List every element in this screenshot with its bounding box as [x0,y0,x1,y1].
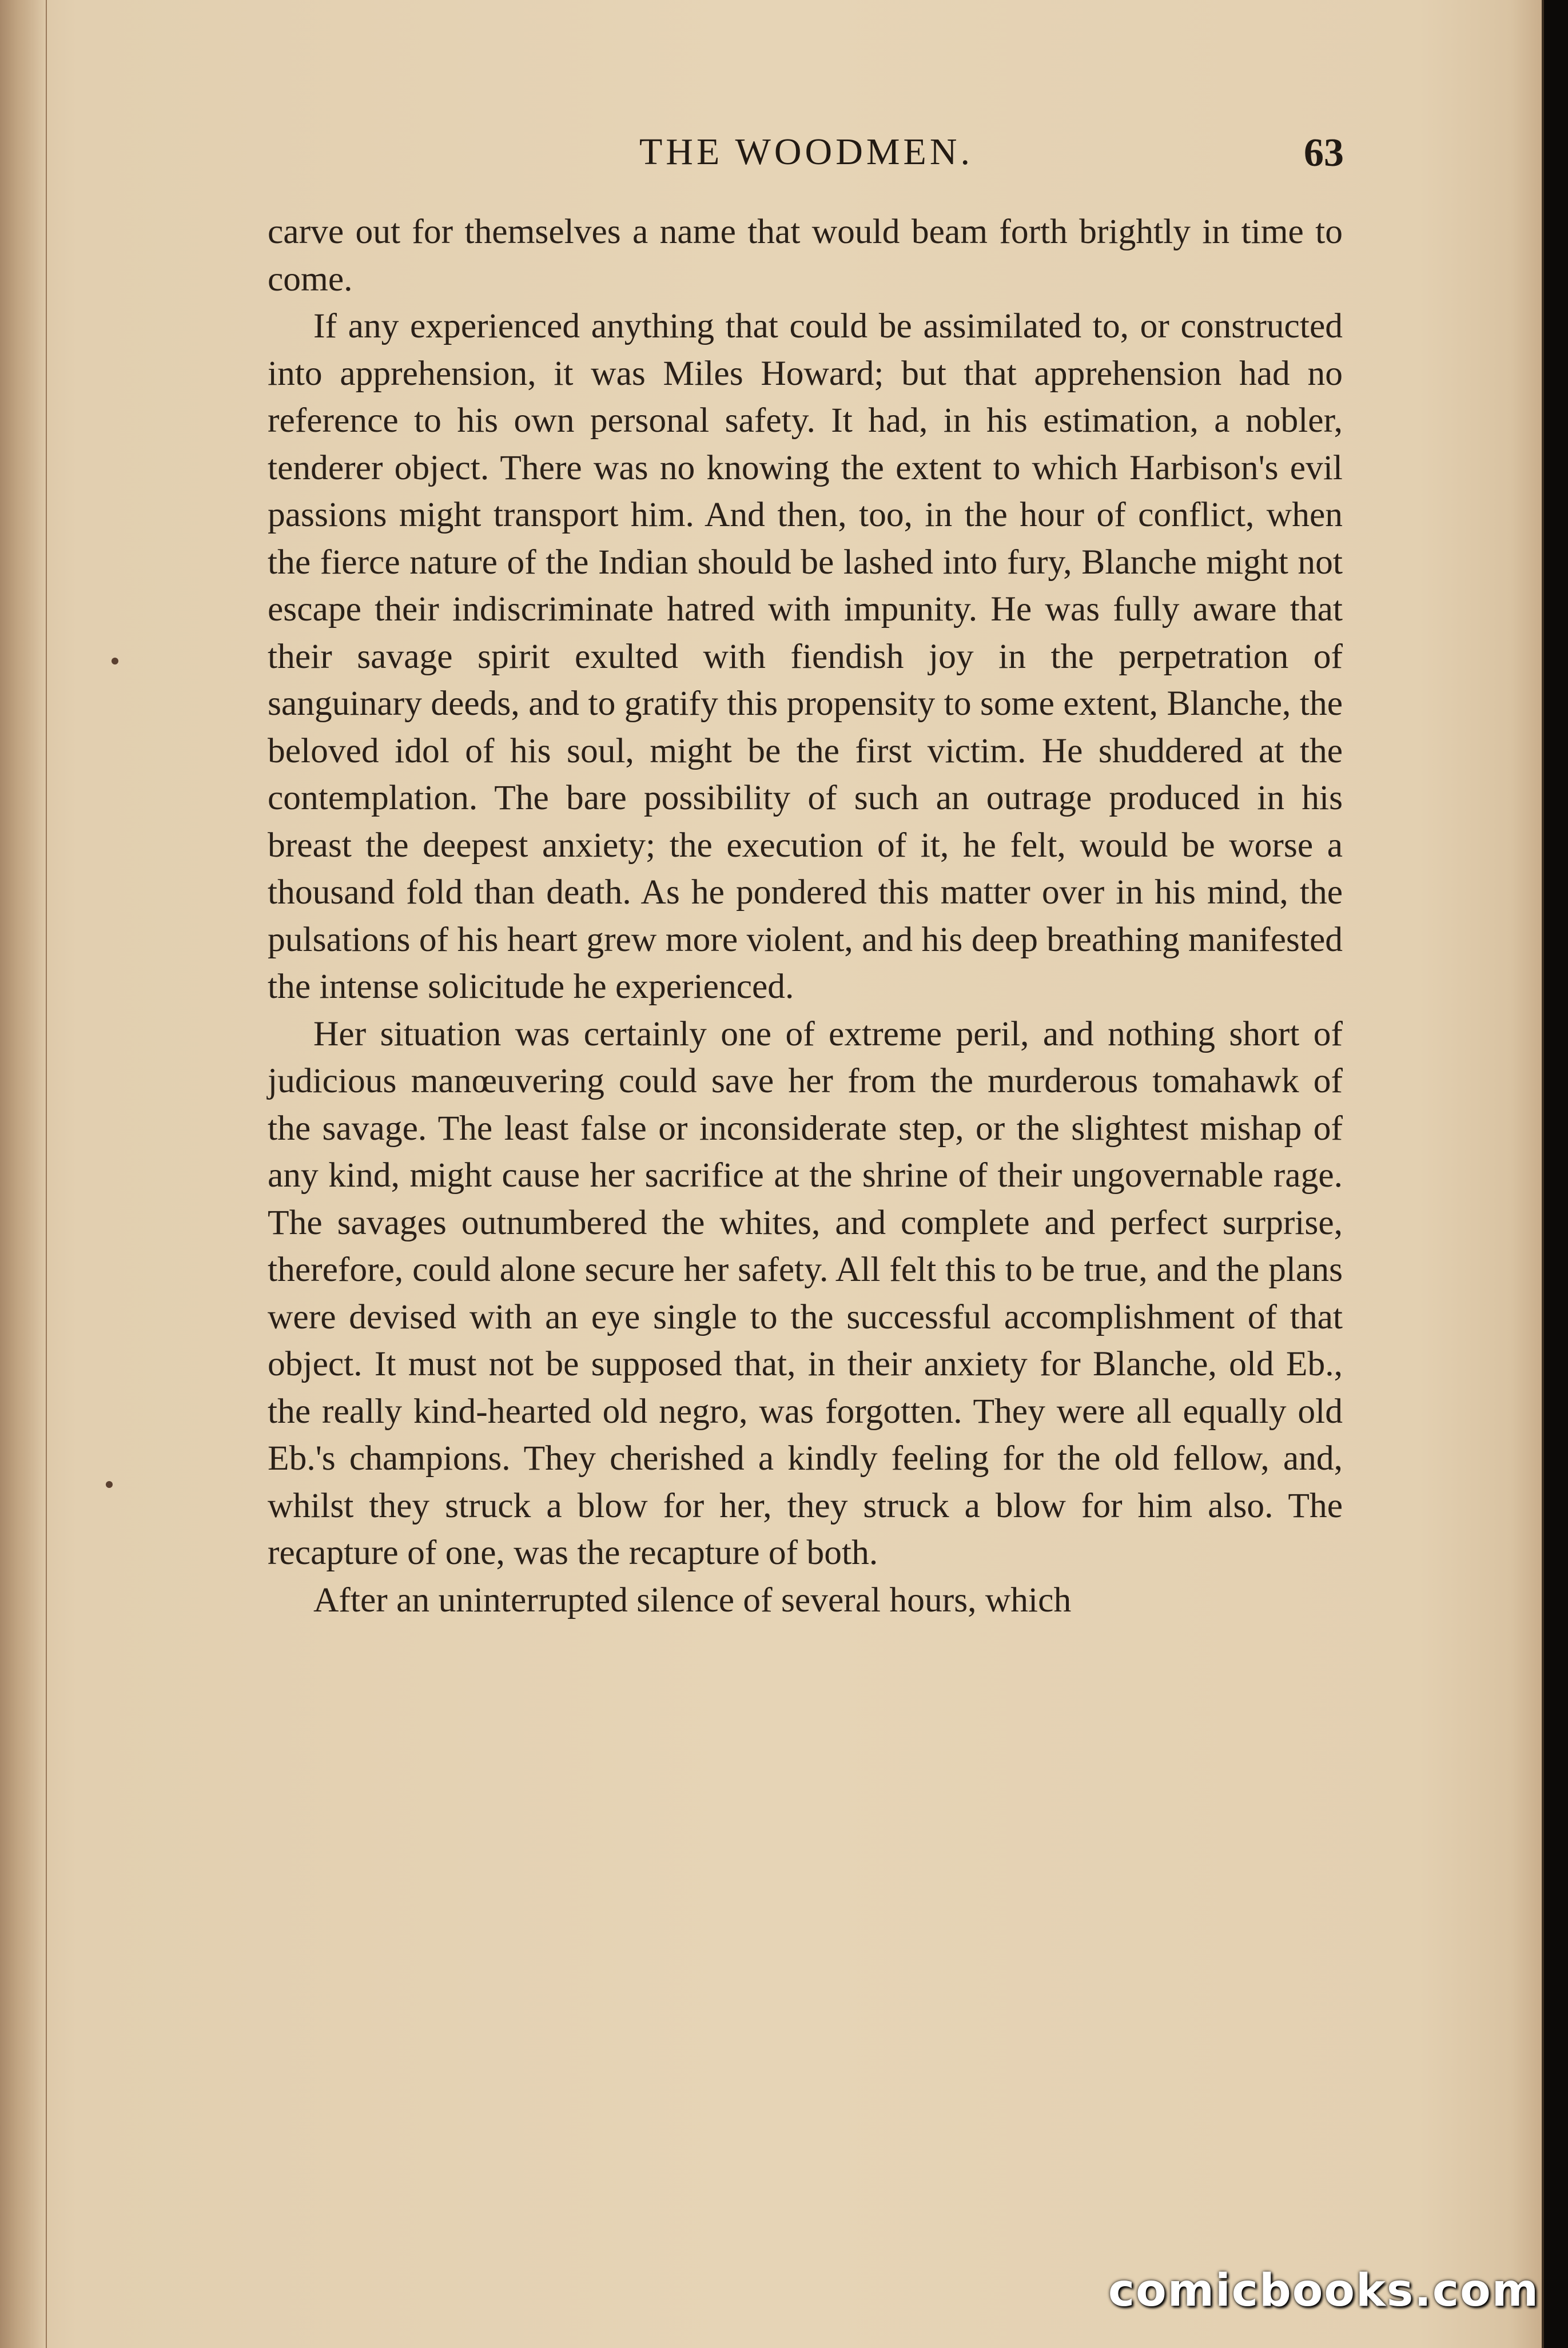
paragraph: If any experienced anything that could be assimilated to, or constructed into apprehension, it was Miles Howard; but that apprehension had no reference to his own personal safety. It had, in his estimation, a nobler, tenderer object. There was no knowing the extent to which Harbison's evil passions might transport him. And then, too, in the hour of conflict, when the fierce nature of the Indian should be lashed into fury, Blanche might not escape their indiscriminate hatred with impunity. He was fully aware that their savage spirit exulted with fiendish joy in the perpetration of sanguinary deeds, and to gratify this propensity to some extent, Blanche, the beloved idol of his soul, might be the first victim. He shuddered at the contemplation. The bare possibility of such an outrage produced in his breast the deepest anxiety; the execution of it, he felt, would be worse a thousand fold than death. As he pondered this matter over in his mind, the pulsations of his heart grew more violent, and his deep breathing manifested the intense solicitude he experienced. [268,307,1343,1006]
paragraph: Her situation was certainly one of extreme peril, and nothing short of judicious manœuvering could save her from the murderous tomahawk of the savage. The least false or inconsiderate step, or the slightest mishap of any kind, might cause her sacrifice at the shrine of their ungovernable rage. The savages outnumbered the whites, and complete and perfect surprise, therefore, could alone secure her safety. All felt this to be true, and the plans were devised with an eye single to the successful accomplishment of that object. It must not be supposed that, in their anxiety for Blanche, old Eb., the really kind-hearted old negro, was forgotten. They were all equally old Eb.'s champions. They cherished a kindly feeling for the old fellow, and, whilst they struck a blow for her, they struck a blow for him also. The recapture of one, was the recapture of both. [268,1014,1343,1572]
site-watermark: comicbooks.com [1108,2265,1539,2317]
running-title: THE WOODMEN. [639,131,974,173]
paper-speck [112,658,118,664]
paper-speck [106,1481,113,1488]
paragraph: After an uninterrupted silence of several hours, which [313,1580,1072,1619]
page-gutter [0,0,47,2348]
page-header [269,130,1344,193]
paragraph: carve out for themselves a name that would beam forth brightly in time to come. [268,212,1343,299]
body-text [268,208,1343,1623]
page-number: 63 [1304,131,1344,175]
